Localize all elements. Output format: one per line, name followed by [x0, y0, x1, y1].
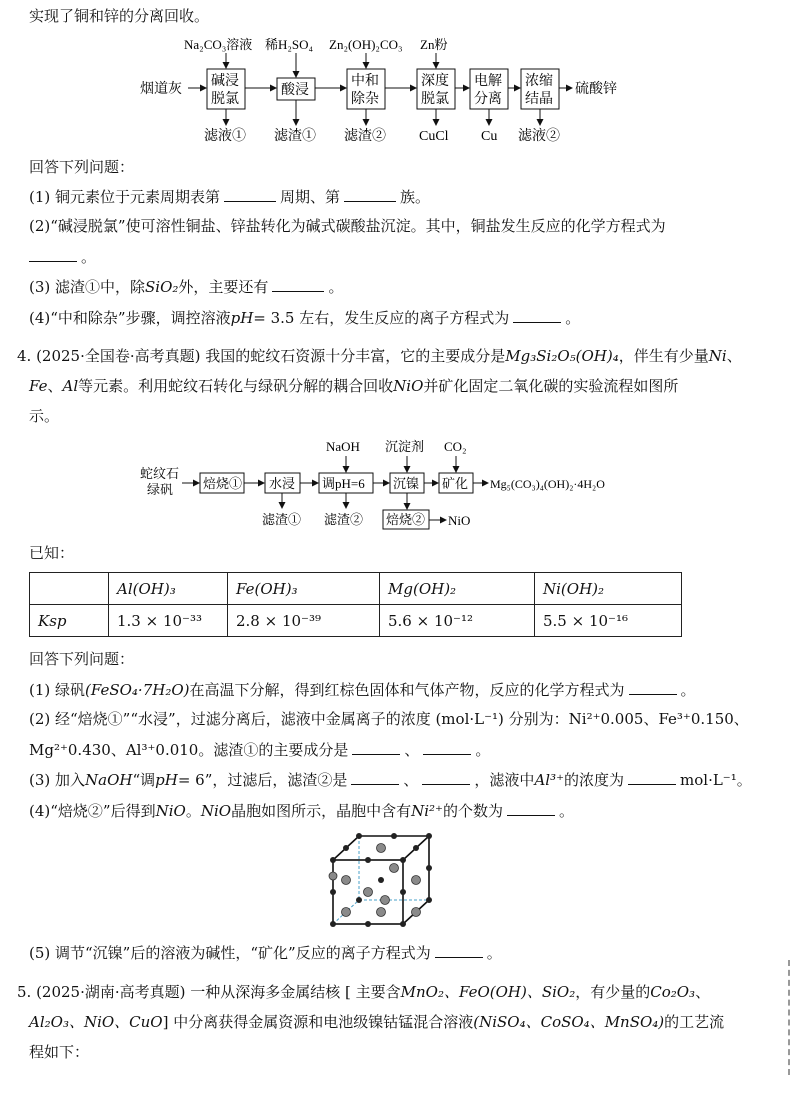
- flow1-box-3-l1: 中和: [351, 74, 379, 89]
- p4-l1-a: 4. (2025·全国卷·高考真题) 我国的蛇纹石资源十分丰富，它的主要成分是: [17, 347, 506, 365]
- q4-prev-a: (4)“中和除杂”步骤，调控溶液: [29, 309, 231, 327]
- q1-prev-c: 族。: [400, 188, 431, 206]
- p4-q3-f: 的浓度为: [564, 771, 625, 789]
- flow2-box-2-label: 水浸: [269, 476, 296, 491]
- flow2-reagent-2: 沉淀剂: [385, 439, 425, 454]
- p5-l1-c: 、: [695, 983, 711, 1001]
- nio-symbol: NiO: [155, 802, 186, 820]
- p4-q4-a: (4)“焙烧②”后得到: [29, 802, 156, 820]
- al-symbol: Al: [62, 377, 79, 395]
- table-cell: 1.3 × 10⁻³³: [109, 605, 228, 637]
- q1-prev-a: (1) 铜元素位于元素周期表第: [29, 188, 221, 206]
- p4-l2-b: 等元素。利用蛇纹石转化与绿矾分解的耦合回收: [78, 377, 394, 395]
- ore-formulas-1: MnO₂、FeO(OH)、SiO₂: [400, 983, 576, 1001]
- q2-prev-line2: [29, 246, 96, 267]
- known-label: 已知：: [29, 544, 75, 562]
- flow1-output-5: Cu: [481, 129, 498, 144]
- flow2-output-2: 滤渣②: [324, 512, 364, 527]
- co2o3-formula: Co₂O₃: [650, 983, 696, 1001]
- p4-q3-c: = 6”，过滤后，滤渣②是: [177, 771, 348, 789]
- table-row: [30, 605, 682, 637]
- nio-symbol: NiO: [393, 377, 424, 395]
- p4-line3: 示。: [29, 407, 60, 425]
- table-row: [30, 573, 682, 605]
- p5-l2-a: ] 中分离获得金属资源和电池级镍钴锰混合溶液: [162, 1013, 474, 1031]
- flow1-output-1: 滤液①: [204, 129, 246, 144]
- flow1-reagent-3: Zn₂(OH)₂CO₃: [329, 37, 403, 52]
- flow1-box-1-l2: 脱氯: [211, 92, 239, 107]
- p4-q2-line1: (2) 经“焙烧①”“水浸”，过滤分离后，滤液中金属离子的浓度 (mol·L⁻¹) 分别为：Ni²⁺0.005、Fe³⁺0.150、: [29, 710, 749, 728]
- ni-symbol: Ni: [708, 347, 727, 365]
- table-corner: [30, 573, 109, 605]
- p4-q2-line2: [29, 739, 490, 760]
- ask-heading-2: 回答下列问题：: [29, 650, 135, 668]
- flow1-box-5-l2: 分离: [474, 92, 502, 107]
- sio2-formula: SiO₂: [145, 278, 179, 296]
- ph-symbol: pH: [230, 309, 254, 327]
- fe-symbol: Fe: [29, 377, 48, 395]
- flow1-box-2-l1: 酸浸: [281, 83, 309, 98]
- p4-q3-d: 、: [403, 771, 419, 789]
- p4-q5-a: (5) 调节“沉镍”后的溶液为碱性，“矿化”反应的离子方程式为: [29, 944, 431, 962]
- p4-q4: [29, 800, 574, 821]
- answer-blank[interactable]: [351, 769, 399, 785]
- p5-l1-b: ，有少量的: [575, 983, 651, 1001]
- flow2-reagent-1: NaOH: [326, 439, 360, 454]
- p4-q5-b: 。: [486, 944, 502, 962]
- nio-unit-cell-diagram: [325, 830, 437, 930]
- table-row-label: Ksp: [30, 605, 109, 637]
- ask-heading-1: 回答下列问题：: [29, 158, 135, 176]
- p4-line2: [29, 376, 678, 396]
- flow2-reagent-3: CO₂: [444, 439, 467, 454]
- answer-blank[interactable]: [224, 186, 276, 202]
- p5-line2: [29, 1012, 724, 1032]
- p4-l2-a: 、: [47, 377, 63, 395]
- flow2-box-3-label: 调pH=6: [322, 476, 365, 491]
- p5-l2-b: 的工艺流: [664, 1013, 725, 1031]
- q3-prev-c: 。: [328, 278, 344, 296]
- q4-prev: [29, 307, 580, 328]
- p4-q2-c: 。: [475, 741, 491, 759]
- flow1-reagent-2: 稀H₂SO₄: [265, 37, 314, 52]
- intro-text: 实现了铜和锌的分离回收。: [29, 7, 210, 25]
- p4-q4-e: 。: [558, 802, 574, 820]
- flow1-box-4-l1: 深度: [421, 74, 449, 89]
- flow2-box-extra-label: 焙烧②: [386, 512, 426, 527]
- p4-l2-c: 并矿化固定二氧化碳的实验流程如图所: [423, 377, 679, 395]
- flow1-box-4-l2: 脱氯: [421, 92, 449, 107]
- q4-prev-b: = 3.5 左右，发生反应的离子方程式为: [253, 309, 510, 327]
- flow1-box-6-l1: 浓缩: [525, 74, 553, 89]
- answer-blank[interactable]: [513, 307, 561, 323]
- p4-q3-b: “调: [132, 771, 156, 789]
- flow1-output-3: 滤渣②: [344, 129, 386, 144]
- table-cell: 5.5 × 10⁻¹⁶: [535, 605, 682, 637]
- p4-q1-c: 。: [680, 681, 696, 699]
- p4-q5: [29, 942, 502, 963]
- serpentine-formula: Mg₃Si₂O₅(OH)₄: [505, 347, 619, 365]
- answer-blank[interactable]: [422, 769, 470, 785]
- flow2-start-2: 绿矾: [147, 482, 174, 497]
- q3-prev-a: (3) 滤渣①中，除: [29, 278, 146, 296]
- p4-q4-b: 。: [185, 802, 201, 820]
- answer-blank[interactable]: [344, 186, 396, 202]
- ore-formulas-2: Al₂O₃、NiO、CuO: [29, 1013, 163, 1031]
- table-cell: 2.8 × 10⁻³⁹: [228, 605, 380, 637]
- ni-ion: Ni²⁺: [411, 802, 443, 820]
- flow2-out-extra: NiO: [448, 513, 471, 528]
- ph-symbol: pH: [155, 771, 178, 789]
- q2-prev: (2)“碱浸脱氯”使可溶性铜盐、锌盐转化为碱式碳酸盐沉淀。其中，铜盐发生反应的化学方程式为: [29, 217, 666, 235]
- q3-prev: [29, 276, 343, 297]
- answer-blank[interactable]: [272, 276, 324, 292]
- flow1-box-3-l2: 除杂: [351, 92, 379, 107]
- table-header: Al(OH)₃: [109, 573, 228, 605]
- sulfate-formulas: (NiSO₄、CoSO₄、MnSO₄): [473, 1013, 665, 1031]
- p5-line3: 程如下：: [29, 1043, 90, 1061]
- answer-blank[interactable]: [29, 246, 77, 262]
- flow2-box-5-label: 矿化: [442, 476, 469, 491]
- q2-prev-b: 。: [81, 248, 97, 266]
- flow2-box-4-label: 沉镍: [393, 476, 420, 491]
- table-header: Fe(OH)₃: [228, 573, 380, 605]
- p4-l1-c: 、: [726, 347, 742, 365]
- answer-blank[interactable]: [629, 679, 677, 695]
- p4-line1: [17, 346, 742, 366]
- flow1-start: 烟道灰: [140, 82, 182, 97]
- flow1-output-2: 滤渣①: [274, 129, 316, 144]
- flow2-start-1: 蛇纹石: [140, 466, 180, 481]
- flow1-output-4: CuCl: [419, 129, 449, 144]
- al-ion: Al³⁺: [534, 771, 564, 789]
- flow-diagram-serpentine: [138, 436, 638, 531]
- p4-q1-b: 在高温下分解，得到红棕色固体和气体产物，反应的化学方程式为: [189, 681, 625, 699]
- p4-q3-g: mol·L⁻¹。: [680, 771, 752, 789]
- p4-q2-a: Mg²⁺0.430、Al³⁺0.010。滤渣①的主要成分是: [29, 741, 349, 759]
- p4-q2-b: 、: [404, 741, 420, 759]
- q1-prev: [29, 186, 430, 207]
- p4-q1-a: (1) 绿矾: [29, 681, 86, 699]
- answer-blank[interactable]: [628, 769, 676, 785]
- answer-blank[interactable]: [507, 800, 555, 816]
- ksp-table: [29, 572, 682, 637]
- flow1-reagent-1: Na₂CO₃溶液: [184, 37, 253, 52]
- flow1-box-5-l1: 电解: [474, 74, 502, 89]
- p4-q3-e: ，滤液中: [474, 771, 535, 789]
- table-header: Mg(OH)₂: [380, 573, 535, 605]
- flow1-output-6: 滤液②: [518, 129, 560, 144]
- q1-prev-b: 周期、第: [280, 188, 341, 206]
- answer-blank[interactable]: [435, 942, 483, 958]
- flow2-output-1: 滤渣①: [262, 512, 302, 527]
- p5-l1-a: 5. (2025·湖南·高考真题) 一种从深海多金属结核 [ 主要含: [17, 983, 401, 1001]
- table-cell: 5.6 × 10⁻¹²: [380, 605, 535, 637]
- q3-prev-b: 外，主要还有: [178, 278, 269, 296]
- answer-blank[interactable]: [423, 739, 471, 755]
- flow1-box-6-l2: 结晶: [525, 92, 553, 107]
- p4-q3: [29, 769, 752, 790]
- flow1-product: 硫酸锌: [575, 82, 617, 97]
- p5-line1: [17, 982, 710, 1002]
- p4-q4-c: 晶胞如图所示，晶胞中含有: [231, 802, 412, 820]
- flow1-box-1-l1: 碱浸: [211, 74, 239, 89]
- flow2-box-1-label: 焙烧①: [203, 476, 243, 491]
- green-vitriol-formula: (FeSO₄·7H₂O): [85, 681, 190, 699]
- p4-q4-d: 的个数为: [442, 802, 503, 820]
- flow1-reagent-4: Zn粉: [420, 37, 448, 52]
- margin-dashed-line: [788, 960, 790, 1075]
- nio-symbol: NiO: [200, 802, 232, 820]
- naoh-formula: NaOH: [85, 771, 133, 789]
- answer-blank[interactable]: [352, 739, 400, 755]
- flow-diagram-copper-zinc: [140, 32, 640, 150]
- p4-q3-a: (3) 加入: [29, 771, 86, 789]
- p4-q1: [29, 679, 696, 700]
- flow2-product: Mg₅(CO₃)₄(OH)₂·4H₂O: [490, 477, 605, 491]
- q4-prev-c: 。: [565, 309, 581, 327]
- table-header: Ni(OH)₂: [535, 573, 682, 605]
- p4-l1-b: ，伴生有少量: [618, 347, 709, 365]
